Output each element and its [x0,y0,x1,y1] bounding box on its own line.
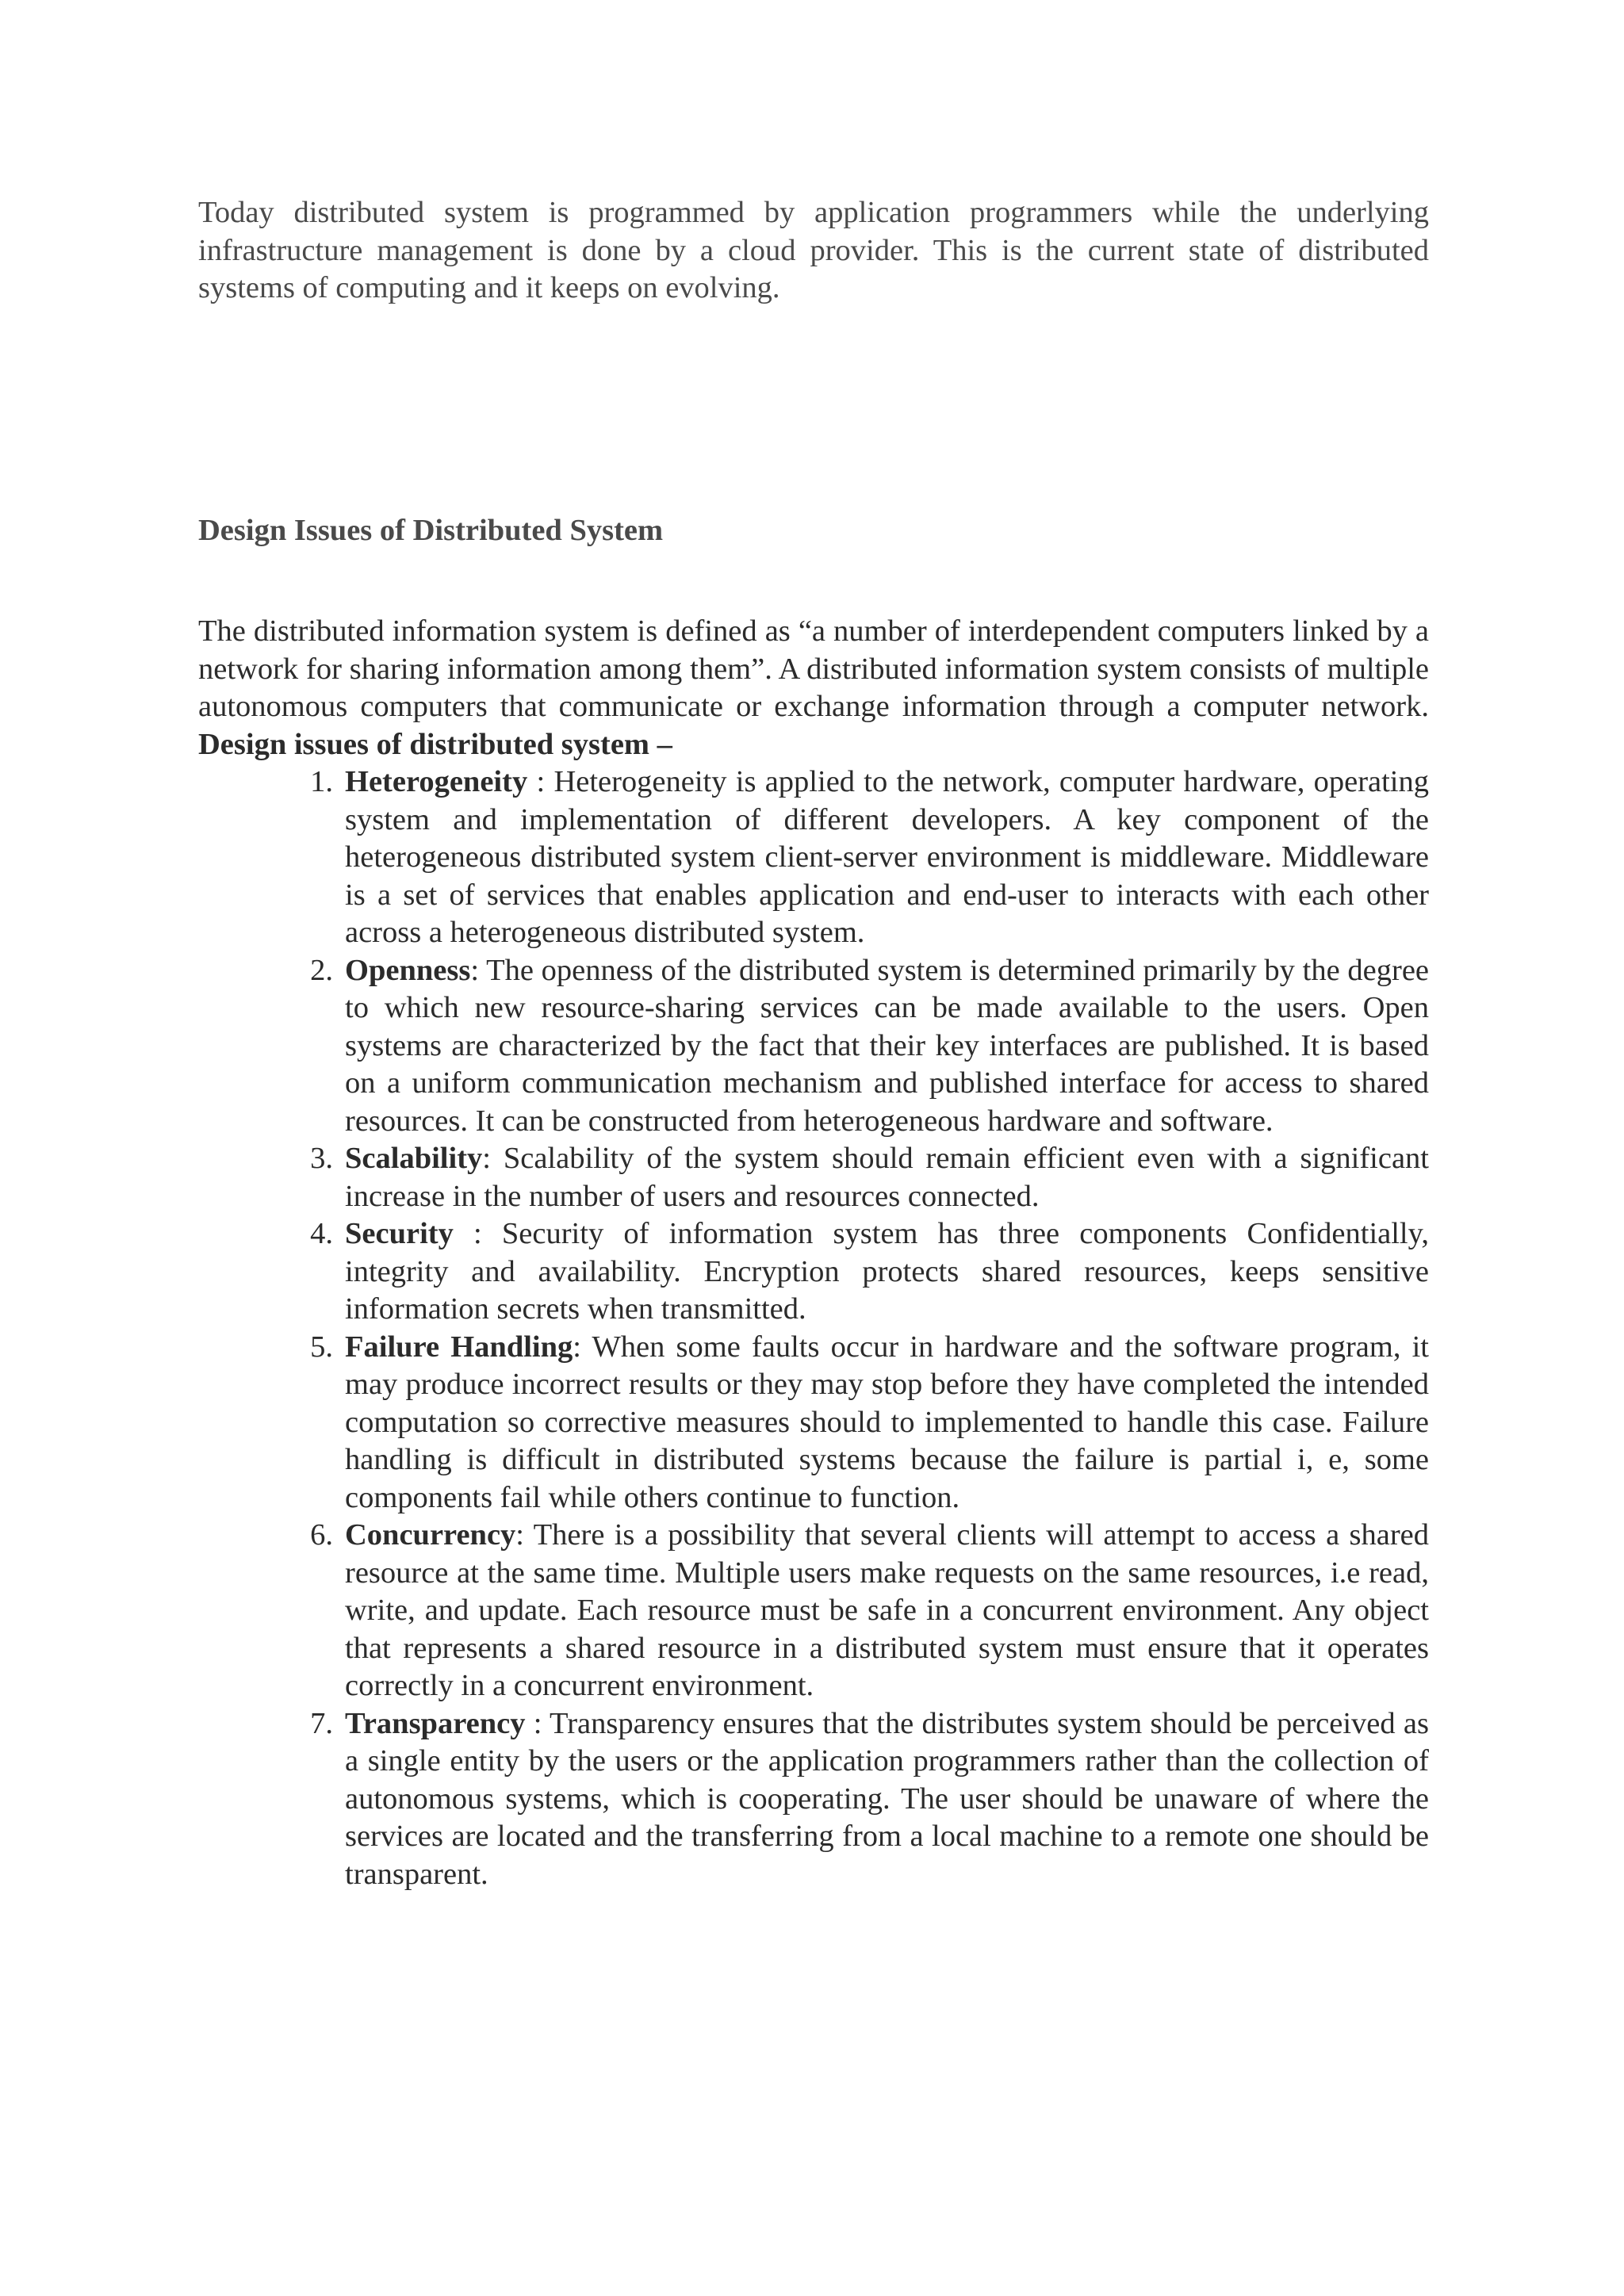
list-item [310,1705,1429,1894]
list-item-text: Heterogeneity is applied to the network, computer hardware, operating system and implementation of different developers. A key component of the heterogeneous distributed system client-server environment is middleware. Middleware is a set of services that enables application and end-user to interacts with each other across a heterogeneous distributed system. [345,765,1429,949]
list-item-term: Openness [345,953,471,987]
list-item-term: Concurrency [345,1518,516,1552]
list-item-separator: : [515,1518,534,1552]
list-item-term: Security [345,1217,454,1250]
list-item-number: 4. [310,1217,333,1250]
list-item-number: 2. [310,953,333,987]
list-item-separator: : [527,765,554,798]
list-item-term: Failure Handling [345,1330,573,1364]
definition-text: The distributed information system is defined as “a number of interdependent computers linked by a network for sharing information among them”. A distributed information system consists of multiple autonomous computers that communicate or exchange information through a computer network. [198,614,1429,723]
intro-paragraph: Today distributed system is programmed by application programmers while the underlying infrastructure management is done by a cloud provider. This is the current state of distributed systems of computing and it keeps on evolving. [198,196,1429,304]
list-item-separator: : [573,1330,592,1364]
list-item-number: 7. [310,1706,333,1740]
section-heading: Design Issues of Distributed System [198,513,664,547]
list-item-separator: : [525,1706,550,1740]
list-item-term: Scalability [345,1142,483,1175]
list-item-text: Transparency ensures that the distributes system should be perceived as a single entity by the users or the application programmers rather than the collection of autonomous systems, which is cooperating. The user should be unaware of where the services are located and the transferring from a local machine to a remote one should be transparent. [345,1706,1429,1891]
definition-bold-lead: Design issues of distributed system – [198,727,672,761]
list-item-text: There is a possibility that several clients will attempt to access a shared resource at the same time. Multiple users make requests on the same resources, i.e read, write, and update. Each resource must be safe in a concurrent environment. Any object that represents a shared resource in a distributed system must ensure that it operates correctly in a concurrent environment. [345,1518,1429,1702]
list-item-term: Heterogeneity [345,765,528,798]
list-item-text: Security of information system has three components Confidentially, integrity and availability. Encryption protects shared resources, keeps sensitive information secrets when transmitted. [345,1217,1429,1326]
list-item-number: 1. [310,765,333,798]
list-item-separator: : [453,1217,502,1250]
definition-paragraph [198,613,1429,763]
list-item [310,1329,1429,1517]
list-item [310,1215,1429,1329]
list-item [310,1517,1429,1705]
list-item [310,1140,1429,1215]
list-item-separator: : [470,953,487,987]
design-issues-list [198,763,1429,1893]
list-item [310,952,1429,1141]
list-item [310,763,1429,952]
list-item-text: Scalability of the system should remain efficient even with a significant increase in the number of users and resources connected. [345,1142,1429,1213]
list-item-text: When some faults occur in hardware and the software program, it may produce incorrect results or they may stop before they have completed the intended computation so corrective measures should to implemented to handle this case. Failure handling is difficult in distributed systems because the failure is partial i, e, some components fail while others continue to function. [345,1330,1429,1514]
list-item-number: 5. [310,1330,333,1364]
document-page [198,194,1429,1893]
list-item-number: 6. [310,1518,333,1552]
list-item-number: 3. [310,1142,333,1175]
list-item-term: Transparency [345,1706,526,1740]
list-item-text: The openness of the distributed system is determined primarily by the degree to which new resource-sharing services can be made available to the users. Open systems are characterized by the fact that their key interfaces are published. It is based on a uniform communication mechanism and published interface for access to shared resources. It can be constructed from heterogeneous hardware and software. [345,953,1429,1138]
list-item-separator: : [482,1142,504,1175]
